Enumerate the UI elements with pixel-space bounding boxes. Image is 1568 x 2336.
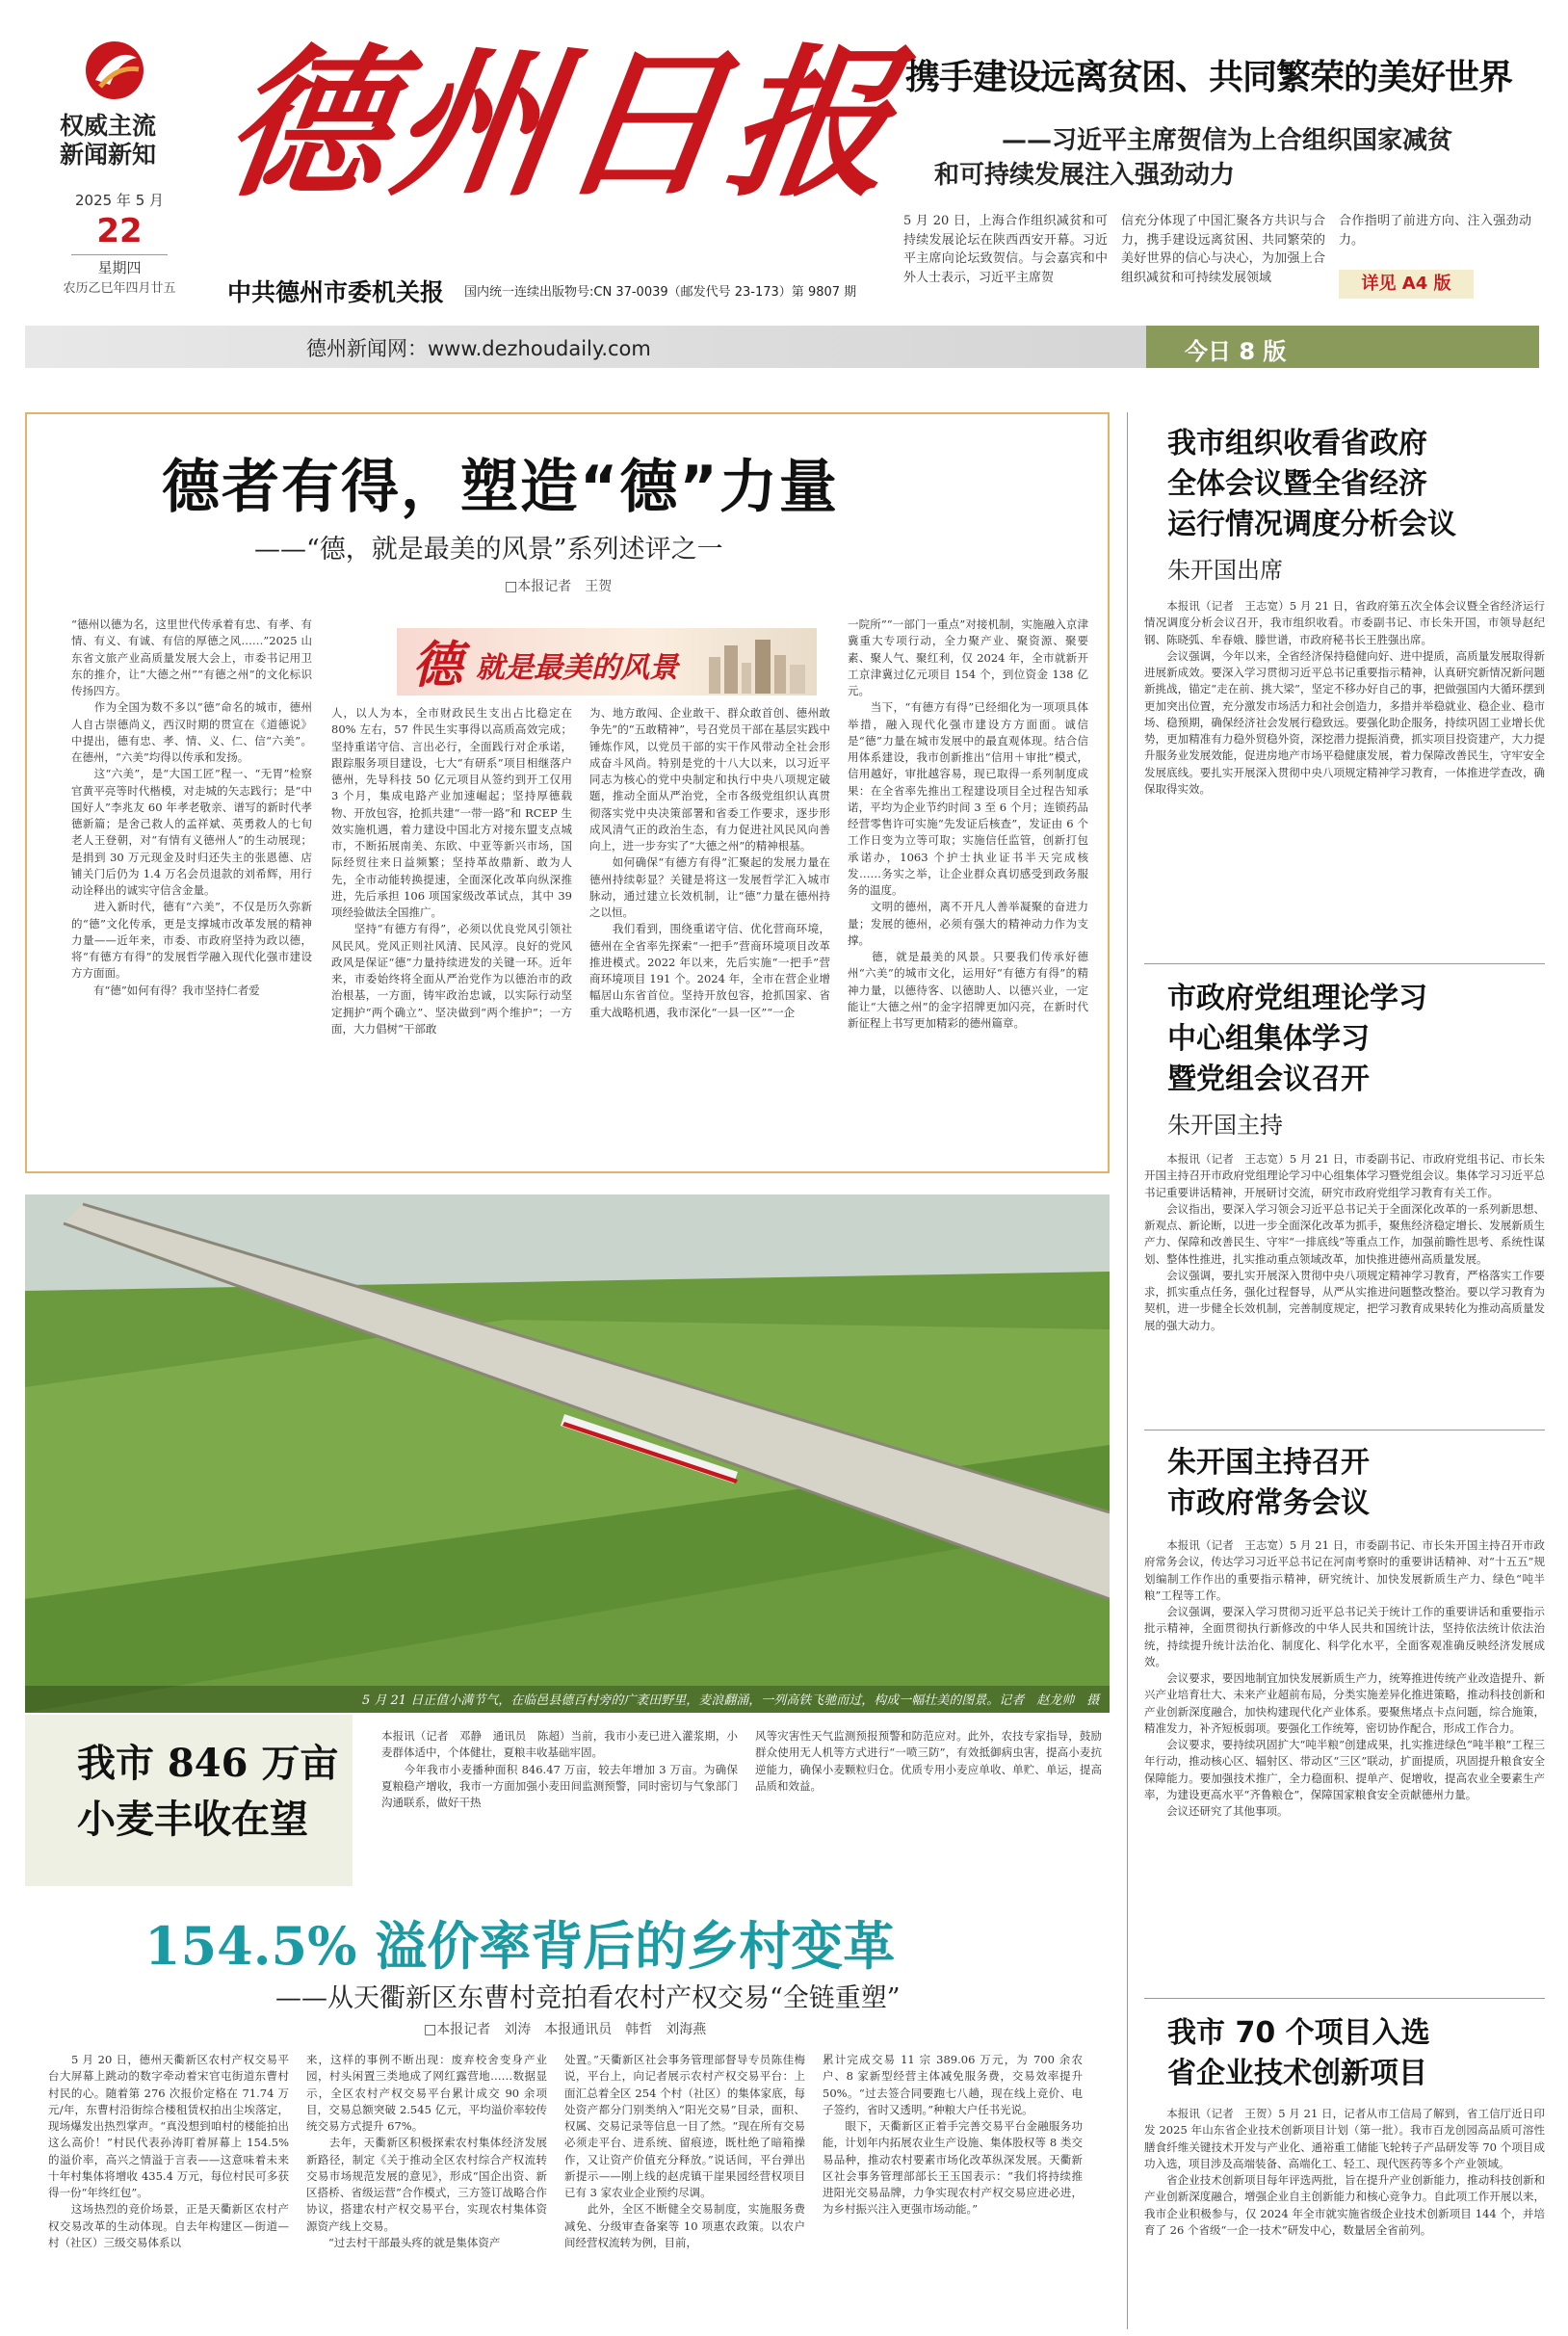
series-banner: [397, 628, 817, 696]
rural-byline: □本报记者 刘涛 本报通讯员 韩哲 刘海燕: [424, 2022, 707, 2037]
right-3-title: [1167, 1443, 1545, 1524]
right-1-title: [1167, 424, 1545, 545]
right-article-2: [1144, 963, 1545, 1426]
right-2-title-line-3: 暨党组会议召开: [1167, 1063, 1370, 1096]
wheat-title: [77, 1736, 338, 1848]
rural-col-2: 来，这样的事例不断出现：废弃校舍变身产业园，村头闲置三类地成了网红露营地……数据显示，全区农村产权交易平台累计成交 90 余项目，交易总额突破 2.545 亿元，平均溢价率较传统交易方式提升 67%。 去年，天衢新区积极探索农村集体经济发展新路径，制定《关于推动全区农村综合产权流转交易市场规范发展的意见》，形成“国企出资、新区搭桥、省级运营”合作模式，三方签订战略合作协议，搭建农村产权交易平台，实现农村集体资源资产线上交易。 “过去村干部最头疼的就是集体资产: [306, 2053, 547, 2249]
lead-col-2: 人，以人为本，全市财政民生支出占比稳定在 80% 左右，57 件民生实事得以高质高效完成；坚持重诺守信、言出必行，全面践行对企承诺，跟踪服务项目建设，七大“有研系”项目相继落户德州，先导科技 50 亿元项目从签约到开工仅用 3 个月，集成电路产业加速崛起；坚持厚德载物、开放包容，抢抓共建“一带一路”和 RCEP 生效实施机遇，着力建设中国北方对接东盟支点城市，不断拓展南美、东欧、中亚等新兴市场，国际经贸往来日益频繁；坚持革故鼎新、敢为人先，全市动能转换提速，全面深化改革向纵深推进，先后承担 106 项国家级改革试点，其中 39 项经验做法全国推广。 坚持“有德方有得”，必须以优良党风引领社风民风。党风正则社风清、民风淳。良好的党风政风是保证“德”力量持续进发的关键一环。近年来，市委始终将全面从严治党作为以德治市的政治根基，一方面，铸牢政治忠诚，以实际行动坚定拥护“两个确立”、坚决做到“两个维护”；一方面，大力倡树“干部敢: [331, 706, 572, 1036]
wheat-article: [25, 1715, 1110, 1886]
rural-article: [25, 1888, 1110, 2333]
lead-byline: □本报记者 王贺: [505, 579, 613, 594]
slogan: [60, 112, 156, 170]
right-1-body: 本报讯（记者 王志宽）5 月 21 日，省政府第五次全体会议暨全省经济运行情况调度分析会议召开，我市组织收看。市委副书记、市长朱开国，市领导赵纪钢、陈晓弧、牟春娥、滕世谱，市政府秘书长王胜强出席。 会议强调，今年以来，全省经济保持稳健向好、进中提质，高质量发展取得新进展新成效。要深入学习贯彻习近平总书记重要指示精神，认真研究新情况新问题新挑战，锚定“走在前、挑大梁”，坚定不移办好自己的事，把做强国内大循环摆到更加突出位置，充分激发市场活力和社会创造力，多措并举稳就业、稳企业、稳市场、稳预期，确保经济社会发展行稳致远。要强化助企服务，持续巩固工业增长优势，更加精准有力稳外贸稳外资，深挖潜力提振消费，抓实项目投资建产，大力提升服务业发展效能，促进房地产市场平稳健康发展，着力保障改善民生，守牢安全发展底线。要扎实开展深入贯彻中央八项规定精神学习教育，一体推进学查改，确保取得实效。: [1144, 599, 1545, 796]
right-1-subtitle: 朱开国出席: [1167, 557, 1283, 584]
rural-col-1: 5 月 20 日，德州天衢新区农村产权交易平台大屏幕上跳动的数字牵动着宋官屯街道东曹村村民的心。随着第 276 次报价定格在 71.74 万元/年，东曹村沿街综合楼租赁权拍出尘埃落定，现场爆发出热烈掌声。“真没想到咱村的楼能拍出这么高价！”村民代表孙涛盯着屏幕上 154.5% 的溢价率，高兴之情溢于言表——这意味着未来十年村集体将增收 435.4 万元，每位村民可多获得一份“年终红包”。 这场热烈的竞价场景，正是天衢新区农村产权交易改革的生动体现。自去年构建区—街道—村（社区）三级交易体系以: [48, 2053, 289, 2249]
top-story-col-1: 5 月 20 日，上海合作组织减贫和可持续发展论坛在陕西西安开幕。习近平主席向论坛致贺信。与会嘉宾和中外人士表示，习近平主席贺: [903, 214, 1108, 285]
right-2-title: [1167, 979, 1545, 1100]
paper-logo-icon: [81, 37, 148, 104]
right-2-subtitle: 朱开国主持: [1167, 1112, 1283, 1139]
issue-date: [62, 190, 177, 296]
right-1-title-line-1: 我市组织收看省政府: [1167, 427, 1427, 460]
paper-name: 德州日报: [214, 28, 911, 219]
see-also-link[interactable]: 详见 A4 版: [1339, 270, 1474, 299]
lead-article: [25, 412, 1110, 1173]
wheat-col-1: 本报讯（记者 邓静 通讯员 陈超）当前，我市小麦已进入灌浆期，小麦群体适中，个体健壮，夏粮丰收基础牢固。 今年我市小麦播种面积 846.47 万亩，较去年增加 3 万亩。为确保夏粮稳产增收，我市一方面加强小麦田间监测预警，同时密切与气象部门沟通联系，做好干热: [381, 1729, 738, 1809]
right-2-body: 本报讯（记者 王志宽）5 月 21 日，市委副书记、市政府党组书记、市长朱开国主持召开市政府党组理论学习中心组集体学习暨党组会议。集体学习习近平总书记重要讲话精神，开展研讨交流，研究市政府党组学习教育有关工作。 会议指出，要深入学习领会习近平总书记关于全面深化改革的一系列新思想、新观点、新论断，以进一步全面深化改革为抓手，聚焦经济稳定增长、发展新质生产力、保障和改善民生、守牢“一排底线”等重点工作，加强前瞻性思考、系统性谋划、整体性推进，扎实推动重点领域改革，加快推进德州高质量发展。 会议强调，要扎实开展深入贯彻中央八项规定精神学习教育，严格落实工作要求，抓实重点任务，强化过程督导，从严从实推进问题整改整治。要以学习教育为契机，进一步健全长效机制，完善制度规定，把学习教育成果转化为推动高质量发展的强大动力。: [1144, 1152, 1545, 1332]
today-pages: 今日 8 版: [1185, 338, 1287, 365]
top-story-subtitle: [934, 123, 1453, 193]
right-1-title-line-3: 运行情况调度分析会议: [1167, 508, 1456, 541]
rural-col-4: 累计完成交易 11 宗 389.06 万元，为 700 余农户、8 家新型经营主体减免服务费，交易效率提升 50%。“过去签合同要跑七八趟，现在线上竞价、电子签约，省时又透明。”种粮大户任书光说。 眼下，天衢新区正着手完善交易平台金融服务功能，计划年内拓展农业生产设施、集体股权等 8 类交易品种，推动农村要素市场化改革纵深发展。天衢新区社会事务管理部部长王玉国表示：“我们将持续推进阳光交易品牌，力争实现农村产权交易应进必进，为乡村振兴注入更强市场动能。”: [823, 2053, 1083, 2217]
right-3-title-line-1: 朱开国主持召开: [1167, 1446, 1370, 1480]
slogan-line-2: 新闻新知: [60, 141, 157, 169]
right-4-title-line-1: 我市 70 个项目入选: [1167, 2016, 1430, 2050]
banner-big-char: 德: [412, 636, 463, 695]
weekday: 星期四: [97, 259, 142, 276]
wheat-field-photo: [25, 1194, 1110, 1713]
top-story-title: 携手建设远离贫困、共同繁荣的美好世界: [905, 58, 1513, 97]
top-story-subtitle-line-1: ——习近平主席贺信为上合组织国家减贫: [1002, 126, 1453, 155]
wheat-title-line-2: 小麦丰收在望: [77, 1797, 308, 1842]
wheat-title-line-1: 我市 846 万亩: [77, 1741, 339, 1786]
lead-subtitle: ——“德，就是最美的风景”系列述评之一: [254, 535, 723, 564]
skyline-icon: [705, 636, 811, 694]
right-4-title: [1167, 2013, 1545, 2094]
right-2-title-line-2: 中心组集体学习: [1167, 1022, 1370, 1056]
website-link[interactable]: 德州新闻网：www.dezhoudaily.com: [306, 337, 651, 360]
right-4-title-line-2: 省企业技术创新项目: [1167, 2057, 1427, 2090]
date-day: 22: [96, 212, 143, 250]
right-2-title-line-1: 市政府党组理论学习: [1167, 982, 1427, 1015]
registration-number: 国内统一连续出版物号:CN 37-0039（邮发代号 23-173）第 9807 期: [464, 285, 857, 300]
date-year-month: 2025 年 5 月: [74, 192, 165, 209]
photo-caption: 5 月 21 日正值小满节气，在临邑县德百村旁的广袤田野里，麦浪翻涌，一列高铁飞驰而过，构成一幅壮美的图景。记者 赵龙帅 摄: [362, 1693, 1100, 1708]
railway-illustration: [25, 1194, 1110, 1713]
right-3-title-line-2: 市政府常务会议: [1167, 1486, 1370, 1520]
top-story-col-2: 信充分体现了中国汇聚各方共识与合力，携手建设远离贫困、共同繁荣的美好世界的信心与决心，为加强上合组织减贫和可持续发展领域: [1121, 214, 1325, 285]
lead-title: 德者有得，塑造“德”力量: [162, 454, 839, 521]
top-story-col-3: 合作指明了前进方向、注入强劲动力。: [1339, 214, 1531, 248]
right-article-3: [1144, 1430, 1545, 1994]
right-article-4: [1144, 1998, 1545, 2331]
rural-col-3: 处置。”天衢新区社会事务管理部督导专员陈佳梅说，平台上，向记者展示农村产权交易平台：上面汇总着全区 254 个村（社区）的集体家底，每处资产都分门别类纳入“阳光交易”目录，面积、权属、交易记录等信息一目了然。“现在所有交易必须走平台、进系统、留痕迹，既杜绝了暗箱操作，又让资产价值充分释放。”说话间，平台弹出新提示——刚上线的赵虎镇干崖果园经营权项目已有 3 家农业企业预约尽调。 此外，全区不断健全交易制度，实施服务费减免、分级审查备案等 10 项惠农政策。以农户间经营权流转为例，目前，: [564, 2053, 805, 2249]
lead-col-4: 一院所”“一部门一重点”对接机制，实施融入京津冀重大专项行动，全力聚产业、聚资源、聚要素、聚人气、聚红利，仅 2024 年，全市就新开工京津冀过亿元项目 154 个，到位资金 138 亿元。 当下，“有德方有得”已经细化为一项项具体举措，融入现代化强市建设方方面面。诚信是“德”力量在城市发展中的最直观体现。结合信用体系建设，我市创新推出“信用＋审批”模式，信用越好，审批越容易，现已取得一系列制度成果：在全省率先推出工程建设项目全过程告知承诺，平均为企业节约时间 3 至 6 个月；连锁药品经营零售许可实施“先发证后核查”，发证由 6 个工作日变为立等可取；实施信任监管，创新打包承诺办，1063 个护士执业证书半天完成核发……务实之举，让企业群众真切感受到政务服务的温度。 文明的德州，离不开凡人善举凝聚的奋进力量；发展的德州，必须有强大的精神动力作为支撑。 德，就是最美的风景。只要我们传承好德州“六美”的城市文化，运用好“有德方有得”的精神力量，以德待客、以德助人、以德兴业，一定能让“大德之州”的金字招牌更加闪亮，在新时代新征程上书写更加精彩的德州篇章。: [848, 617, 1088, 1030]
right-4-body: 本报讯（记者 王贺）5 月 21 日，记者从市工信局了解到，省工信厅近日印发 2025 年山东省企业技术创新项目计划（第一批）。我市百龙创园高品质可溶性膳食纤维关键技术开发与产业化、通裕重工储能飞轮转子产品研发等 70 个项目成功入选，项目涉及高端装备、高端化工、轻工、现代医药等多个产业领域。 省企业技术创新项目每年评选两批，旨在提升产业创新能力，推动科技创新和产业创新深度融合，增强企业自主创新能力和核心竞争力。自此项工作开展以来，我市企业积极参与，仅 2024 年全市就实施省级企业技术创新项目 144 个，并培育了 26 个省级“一企一技术”研发中心，数量居全省前列。: [1144, 2107, 1545, 2237]
wheat-col-2: 风等灾害性天气监测预报预警和防范应对。此外，农技专家指导，鼓励群众使用无人机等方式进行“一喷三防”，有效抵御病虫害，提高小麦抗逆能力，确保小麦颗粒归仓。优质专用小麦应单收、单贮、单运，提高品质和效益。: [755, 1729, 1102, 1793]
column-divider: [1127, 412, 1128, 2329]
lunar-date: 农历乙巳年四月廿五: [63, 281, 176, 296]
top-story-subtitle-line-2: 和可持续发展注入强劲动力: [934, 161, 1236, 190]
masthead: [0, 0, 1568, 365]
right-3-body: 本报讯（记者 王志宽）5 月 21 日，市委副书记、市长朱开国主持召开市政府常务会议，传达学习习近平总书记在河南考察时的重要讲话精神、对“十五五”规划编制工作作出的重要指示精神，研究统计、加快发展新质生产力、绿色“吨半粮”工程等工作。 会议强调，要深入学习贯彻习近平总书记关于统计工作的重要讲话和重要指示批示精神，全面贯彻执行新修改的中华人民共和国统计法，坚持依法统计依法治统，持续提升统计法治化、制度化、科学化水平，全面客观准确反映经济发展成效。 会议要求，要因地制宜加快发展新质生产力，统筹推进传统产业改造提升、新兴产业培育壮大、未来产业超前布局，分类实施差异化推进策略，推动科技创新和产业创新深度融合，加快构建现代化产业体系。要聚焦堵点卡点问题，综合施策，精准发力，补齐短板弱项。要强化工作统筹，密切协作配合，形成工作合力。 会议要求，要持续巩固扩大“吨半粮”创建成果，扎实推进绿色“吨半粮”工程三年行动，推动核心区、辐射区、带动区“三区”联动，扩面提质，巩固提升粮食安全保障能力。要加强技术推广，全力稳面积、提单产、促增收，提高农业全要素生产率，为建设更高水平“齐鲁粮仓”，保障国家粮食安全贡献德州力量。 会议还研究了其他事项。: [1144, 1538, 1545, 1818]
rural-subtitle: ——从天衢新区东曹村竞拍看农村产权交易“全链重塑”: [275, 1983, 901, 2013]
rural-title: 154.5% 溢价率背后的乡村变革: [144, 1915, 896, 1977]
right-article-1: [1144, 412, 1545, 961]
lead-col-3: 为、地方敢闯、企业敢干、群众敢首创、德州敢争先”的“五敢精神”，号召党员干部在基层实践中锤炼作风，以党员干部的实干作风带动全社会形成奋斗风尚。特别是党的十八大以来，以习近平同志为核心的党中央制定和执行中央八项规定破题，推动全面从严治党，全市各级党组织认真贯彻落实党中央决策部署和省委工作要求，逐步形成风清气正的政治生态，有力促进社风民风向善向上，进一步夯实了“大德之州”的精神根基。 如何确保“有德方有得”汇聚起的发展力量在德州持续彰显？关键是将这一发展哲学汇入城市脉动，通过建立长效机制，让“德”力量在德州持之以恒。 我们看到，围绕重诺守信、优化营商环境，德州在全省率先探索“一把手”营商环境项目改革推进模式。2022 年以来，先后实施“一把手”营商环境项目 191 个。2024 年，全市在营企业增幅居山东省首位。坚持开放包容，抢抓国家、省重大战略机遇，我市深化“一县一区”“一企: [589, 706, 830, 1019]
sponsor: 中共德州市委机关报: [227, 278, 445, 306]
slogan-line-1: 权威主流: [60, 112, 157, 140]
banner-text: 就是最美的风景: [476, 651, 678, 685]
right-1-title-line-2: 全体会议暨全省经济: [1167, 467, 1427, 501]
lead-col-1: “德州以德为名，这里世代传承着有忠、有孝、有情、有义、有诚、有信的厚德之风……”2025 山东省文旅产业高质量发展大会上，市委书记用卫东的推介，让“大德之州”“有德之州”的文化标识传扬四方。 作为全国为数不多以“德”命名的城市，德州人自古崇德尚义，西汉时期的贯宣在《道德说》中提出，德有忠、孝、情、义、仁、信“六美”。在德州，“六美”均得以传承和发扬。 这“六美”，是“大国工匠”程一、“无胃”检察官黄平亮等时代楷模，对走城的矢志践行；是“中国好人”李兆友 60 年孝老敬亲、谱写的新时代孝德新篇；是舍己救人的孟祥斌、英勇救人的七旬老人王登朝，对“有情有义德州人”的生动展现；是捐到 30 万元现金及时归还失主的张恩德、店铺关门后仍为 1.4 万名会员退款的刘希辉，用行动诠释出的诚实守信含金量。 进入新时代，德有“六美”，不仅是历久弥新的“德”文化传承，更是支撑城市改革发展的精神力量——近年来，市委、市政府坚持为政以德，将“有德方有得”的发展哲学融入现代化强市建设方方面面。 有“德”如何有得？我市坚持仁者爱: [71, 617, 312, 997]
